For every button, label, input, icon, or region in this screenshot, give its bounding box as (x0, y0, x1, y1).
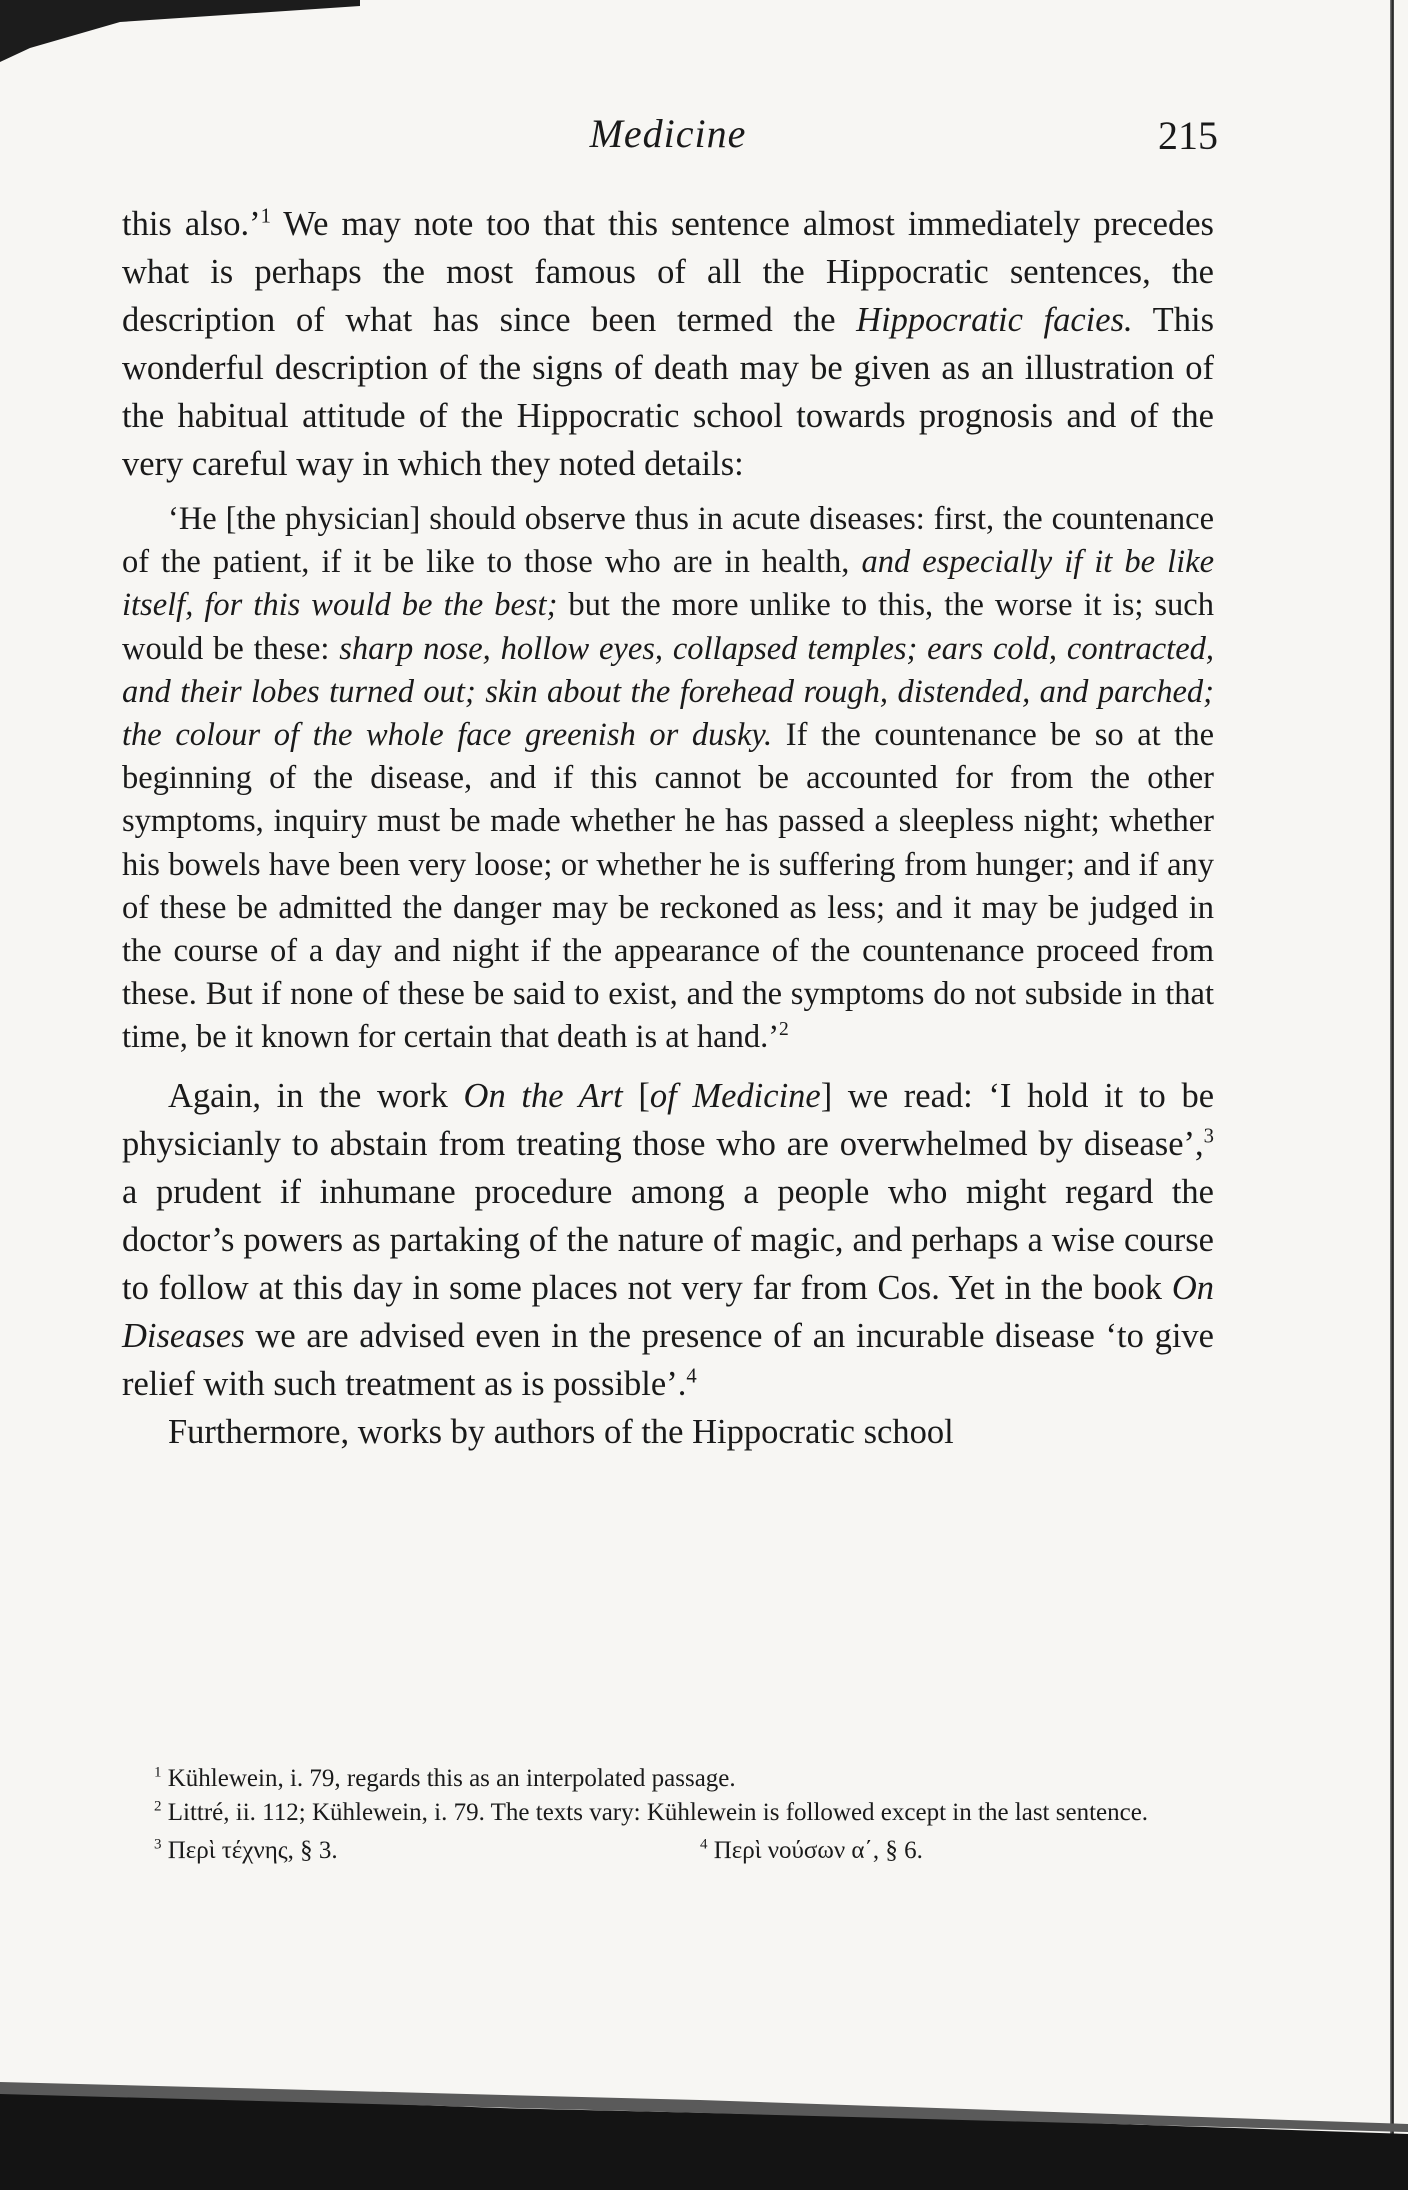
quote-italic-1: and especially if it be like itself, for this would be the best; (122, 544, 1214, 624)
p1-text-2: We may note too that this sentence almost immediately precedes what is perhaps the most famous of all the Hippocratic sentences, the description of what has since been termed the (122, 205, 1214, 339)
body-text (122, 200, 1214, 1456)
paragraph-2 (122, 1072, 1214, 1408)
footnote-row (122, 1834, 1214, 1868)
footnote-ref-1: 1 (260, 205, 271, 228)
footnote-4-text: Περὶ νούσων α΄, § 6. (707, 1837, 923, 1864)
footnote-ref-4: 4 (686, 1365, 697, 1388)
p2-text-3: ] we read: ‘I hold it to be physicianly to abstain from treating those who are overwhelmed by disease’, (122, 1076, 1215, 1163)
paragraph-1 (122, 200, 1214, 488)
footnote-1-mark: 1 (154, 1764, 162, 1781)
footnote-1 (122, 1762, 1214, 1796)
footnote-2-text: Littré, ii. 112; Kühlewein, i. 79. The texts vary: Kühlewein is followed except in the last sentence. (161, 1799, 1149, 1826)
p2-italic-3: On Diseases (122, 1268, 1214, 1355)
paragraph-3: Furthermore, works by authors of the Hippocratic school (168, 1412, 954, 1451)
p2-text-1: Again, in the work (168, 1076, 464, 1115)
quote-italic-2: sharp nose, hollow eyes, collapsed temples; ears cold, contracted, and their lobes turned out; skin about the forehead rough, distended, and parched; the colour of the whole face greenish or dusky. (122, 630, 1214, 754)
p2-text-5: we are advised even in the presence of an incurable disease ‘to give relief with such treatment as is possible’. (122, 1316, 1214, 1403)
p1-text-3: This wonderful description of the signs of death may be given as an illustration of the habitual attitude of the Hippocratic school towards prognosis and of the very careful way in which they noted details: (122, 301, 1214, 483)
footnotes (122, 1762, 1214, 1868)
p2-text-2: [ (622, 1076, 650, 1115)
page-number: 215 (1158, 113, 1218, 158)
footnote-2-mark: 2 (154, 1798, 162, 1815)
footnote-ref-2: 2 (779, 1019, 789, 1041)
page-header (118, 110, 1218, 170)
scan-edge-right (1390, 0, 1394, 2190)
block-quote (122, 498, 1214, 1060)
footnote-3-mark: 3 (154, 1836, 162, 1853)
p1-italic-1: Hippocratic facies. (856, 301, 1133, 339)
p2-text-4: a prudent if inhumane procedure among a people who might regard the doctor’s powers as partaking of the nature of magic, and perhaps a wise course to follow at this day in some places not very far from Cos. Yet in the book (122, 1172, 1214, 1307)
footnote-4 (668, 1834, 1214, 1868)
p2-italic-2: of Medicine (649, 1076, 821, 1115)
footnote-4-mark: 4 (700, 1836, 708, 1853)
quote-text-3: If the countenance be so at the beginning of the disease, and if this cannot be accounted for from the other symptoms, inquiry must be made whether he has passed a sleepless night; whether his bowels have been very loose; or whether he is suffering from hunger; and if any of these be admitted the danger may be reckoned as less; and it may be judged in the course of a day and night if the appearance of the countenance proceed from these. But if none of these be said to exist, and the symptoms do not subside in that time, be it known for certain that death is at hand.’ (122, 717, 1214, 1056)
quote-text-2: but the more unlike to this, the worse it is; such would be these: (122, 587, 1214, 667)
footnote-3-text: Περὶ τέχνης, § 3. (161, 1837, 338, 1864)
footnote-ref-3: 3 (1203, 1125, 1214, 1148)
running-title: Medicine (589, 111, 747, 156)
p1-text-1: this also.’ (122, 205, 261, 243)
quote-text-1: ‘He [the physician] should observe thus in acute diseases: first, the countenance of the patient, if it be like to those who are in health, (122, 501, 1214, 581)
footnote-1-text: Kühlewein, i. 79, regards this as an interpolated passage. (161, 1765, 736, 1792)
footnote-3 (122, 1834, 668, 1868)
scan-edge-bottom (0, 2070, 1408, 2190)
p2-italic-1: On the Art (463, 1076, 623, 1115)
scan-edge-top (0, 0, 360, 70)
footnote-2 (122, 1796, 1214, 1830)
